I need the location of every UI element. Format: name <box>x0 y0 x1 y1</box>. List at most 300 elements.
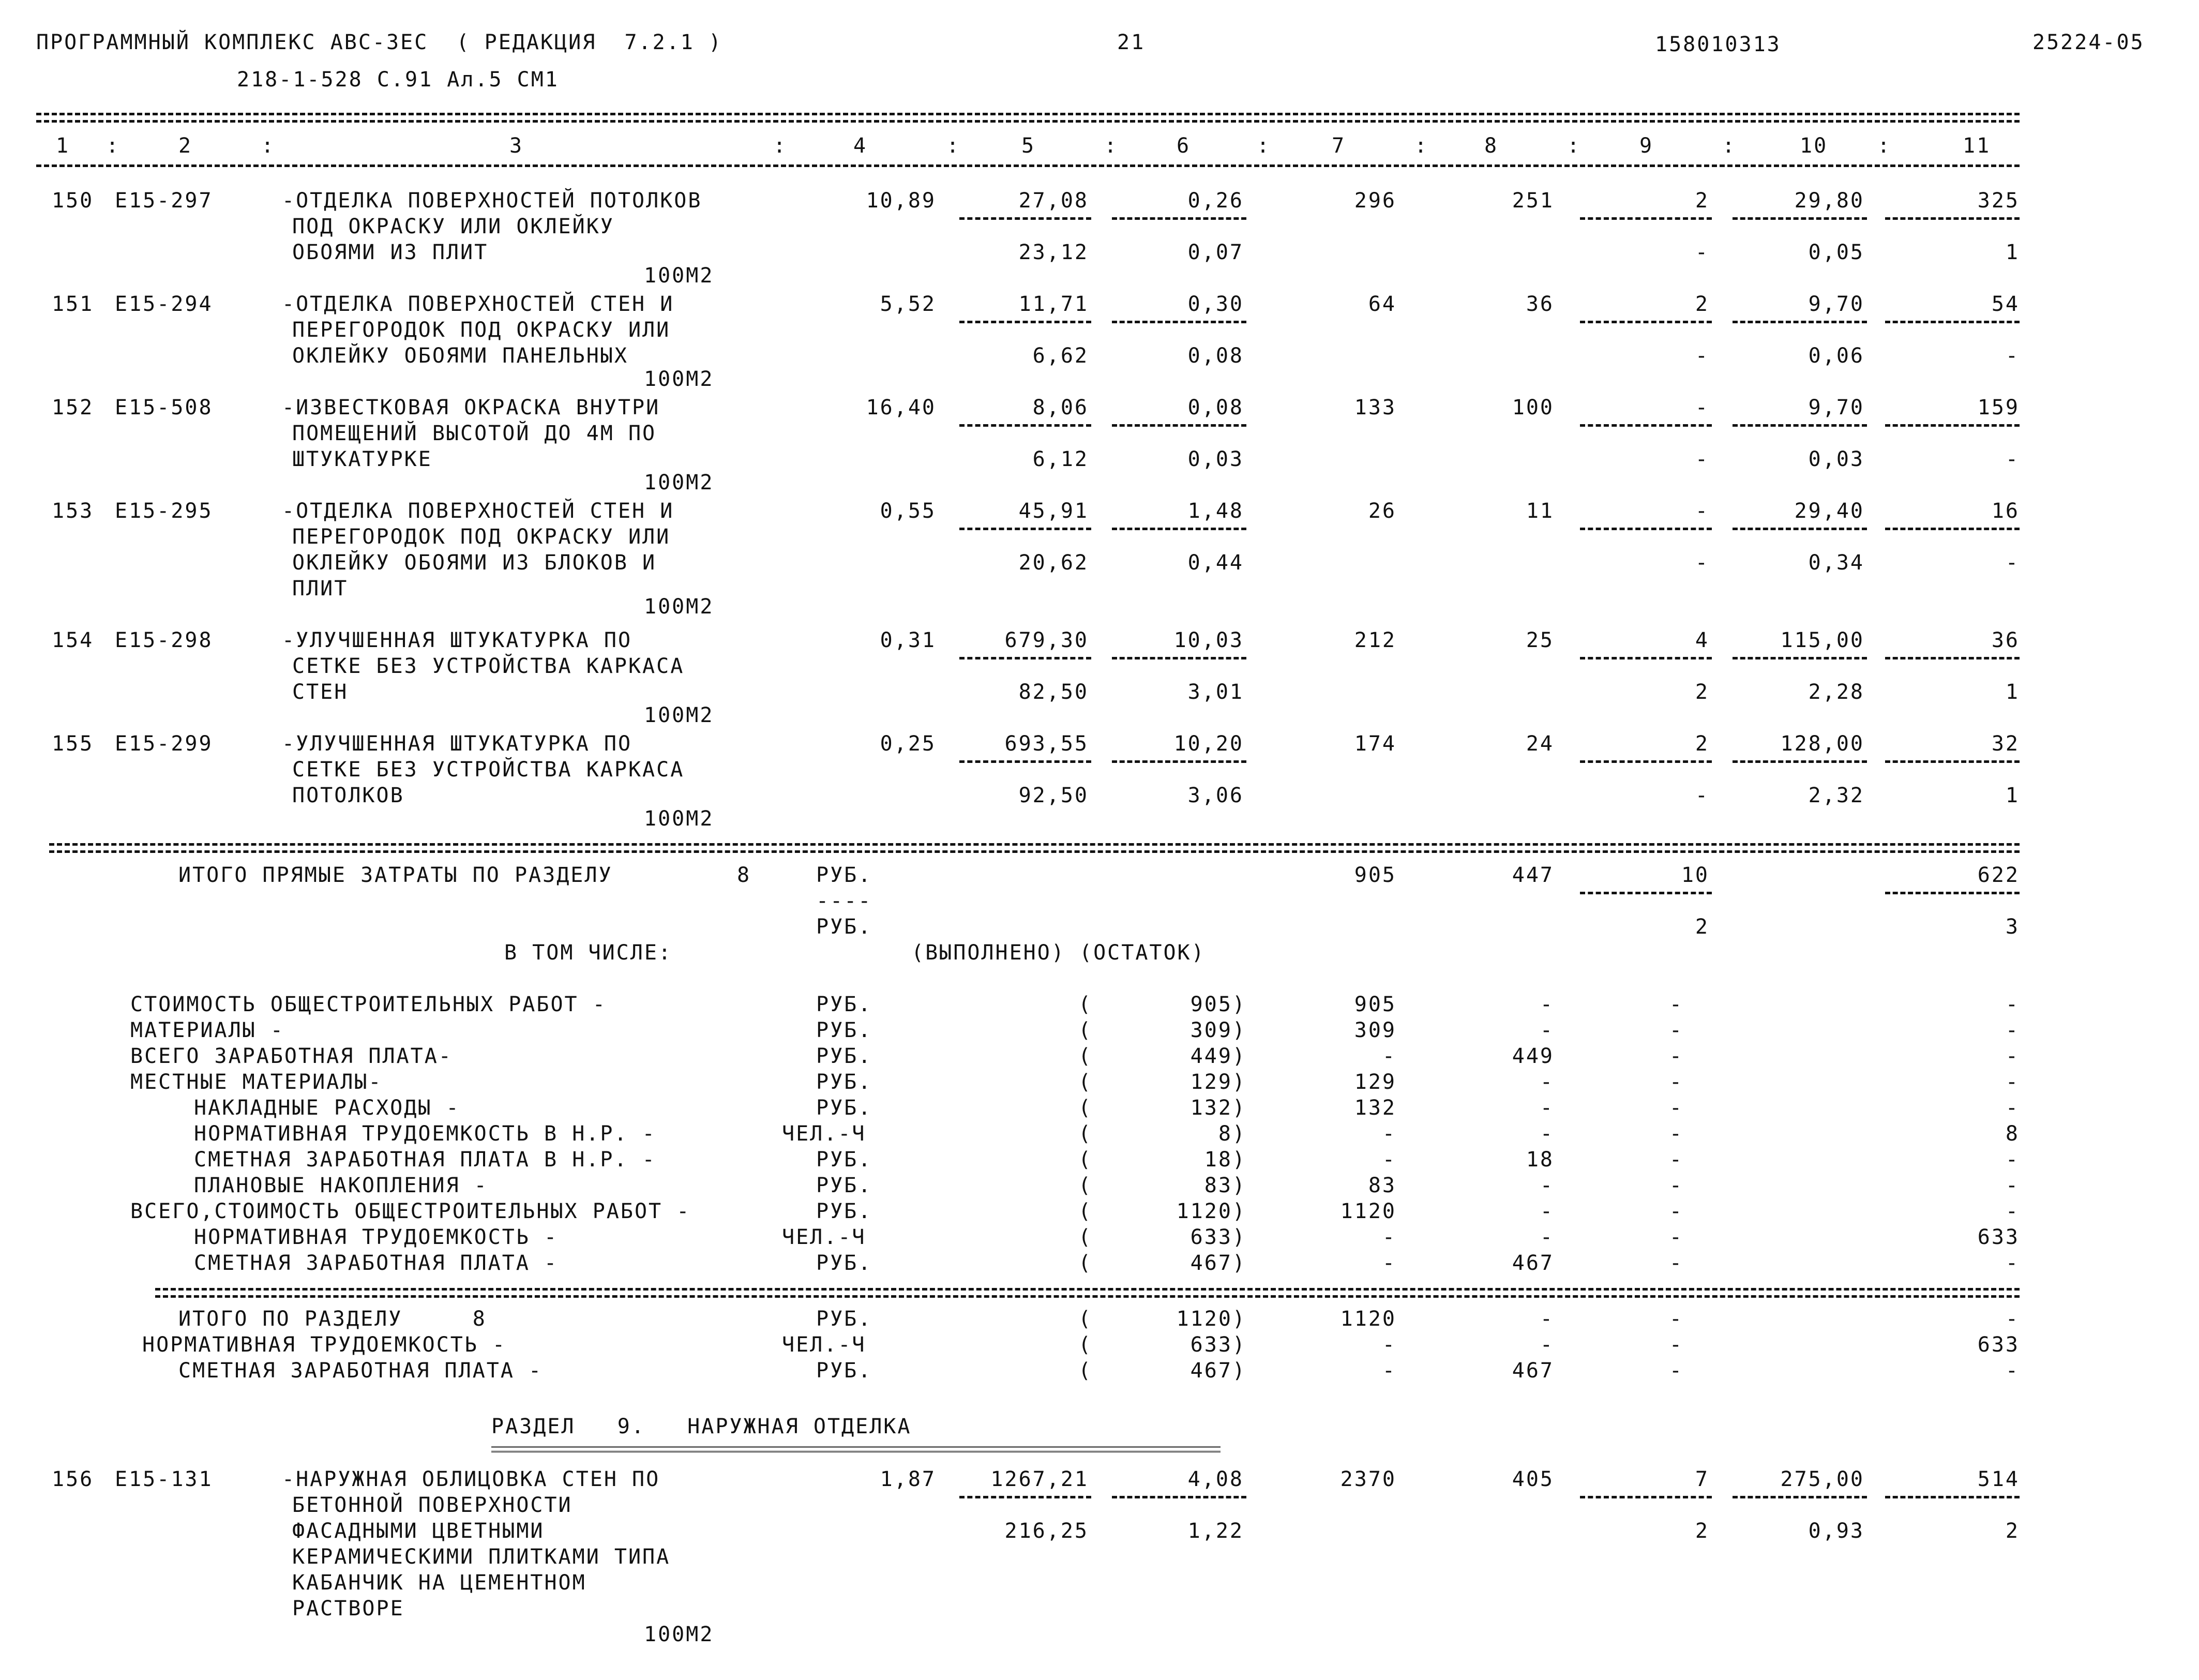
item-value-c7: 64 <box>1368 292 1396 316</box>
breakdown-label: МЕСТНЫЕ МАТЕРИАЛЫ- <box>130 1070 383 1094</box>
item-value-c6: 0,30 <box>1187 292 1244 316</box>
section-total-label: ИТОГО ПО РАЗДЕЛУ 8 <box>178 1307 487 1331</box>
breakdown-c9: - <box>1669 1148 1683 1172</box>
item-subrule <box>1112 217 1246 220</box>
item-value-c9: - <box>1695 396 1709 419</box>
section-total-c11: - <box>2005 1307 2020 1331</box>
item-value-c5: 11,71 <box>1018 292 1089 316</box>
item-value-c6b: 0,07 <box>1187 241 1244 264</box>
item-subrule <box>1885 657 2020 659</box>
breakdown-c8: - <box>1540 993 1554 1016</box>
item-description-line: -ИЗВЕСТКОВАЯ ОКРАСКА ВНУТРИ <box>282 396 660 419</box>
section-rule-2 <box>49 850 2020 853</box>
column-separator: : <box>946 134 961 158</box>
section-total-unit: ЧЕЛ.-Ч <box>782 1333 866 1357</box>
item-value-c6: 0,08 <box>1187 396 1244 419</box>
item-code: Е15-508 <box>115 396 213 419</box>
including-label: В ТОМ ЧИСЛЕ: <box>504 941 672 965</box>
paren-open: ( <box>1078 1148 1093 1172</box>
item-number: 152 <box>52 396 94 419</box>
item-number: 151 <box>52 292 94 316</box>
section-total-c7: 1120 <box>1340 1307 1396 1331</box>
item-description-line: СЕТКЕ БЕЗ УСТРОЙСТВА КАРКАСА <box>292 758 685 782</box>
item-value-c9b: 2 <box>1695 1519 1709 1543</box>
item-subrule <box>1580 657 1712 659</box>
breakdown-c8: 467 <box>1512 1251 1554 1275</box>
item-code: Е15-298 <box>115 628 213 652</box>
item-value-c11: 325 <box>1977 189 2020 213</box>
breakdown-c11: - <box>2005 993 2020 1016</box>
item-description-line: -ОТДЕЛКА ПОВЕРХНОСТЕЙ СТЕН И <box>282 292 674 316</box>
breakdown-value: 83) <box>1204 1174 1246 1197</box>
item-description-line: ОБОЯМИ ИЗ ПЛИТ <box>292 241 489 264</box>
breakdown-c8: - <box>1540 1122 1554 1146</box>
breakdown-c7: - <box>1382 1044 1396 1068</box>
item-value-c11: 54 <box>1991 292 2020 316</box>
total-value-c7: 905 <box>1354 863 1396 887</box>
breakdown-value: 18) <box>1204 1148 1246 1172</box>
item-value-c6: 4,08 <box>1187 1467 1244 1491</box>
item-subrule <box>1885 321 2020 323</box>
item-subrule <box>1112 657 1246 659</box>
item-value-c10: 9,70 <box>1808 292 1864 316</box>
section-total-c11: 633 <box>1977 1333 2020 1357</box>
item-subrule <box>1885 528 2020 530</box>
breakdown-value: 8) <box>1218 1122 1246 1146</box>
item-value-c5: 693,55 <box>1004 732 1089 756</box>
item-value-c6b: 0,44 <box>1187 551 1244 575</box>
item-value-c11: 32 <box>1991 732 2020 756</box>
breakdown-label: ВСЕГО,СТОИМОСТЬ ОБЩЕСТРОИТЕЛЬНЫХ РАБОТ - <box>130 1199 691 1223</box>
breakdown-c9: - <box>1669 1199 1683 1223</box>
item-number: 156 <box>52 1467 94 1491</box>
breakdown-c8: 18 <box>1526 1148 1554 1172</box>
breakdown-unit: ЧЕЛ.-Ч <box>782 1225 866 1249</box>
total-value-c9: 10 <box>1681 863 1709 887</box>
breakdown-unit: РУБ. <box>816 1251 872 1275</box>
item-value-c9: 2 <box>1695 292 1709 316</box>
item-description-line: КЕРАМИЧЕСКИМИ ПЛИТКАМИ ТИПА <box>292 1545 671 1569</box>
column-separator: : <box>106 134 121 158</box>
item-subrule <box>959 760 1091 763</box>
item-unit: 100М2 <box>644 807 714 831</box>
header-bottom-rule <box>36 164 2020 167</box>
breakdown-c7: 129 <box>1354 1070 1396 1094</box>
breakdown-value: 633) <box>1190 1225 1246 1249</box>
item-value-c8: 11 <box>1526 499 1554 523</box>
table-top-rule <box>36 113 2020 115</box>
column-number: 8 <box>1484 134 1499 158</box>
table-top-rule-2 <box>36 120 2020 123</box>
item-value-c10: 275,00 <box>1780 1467 1864 1491</box>
item-value-c5b: 20,62 <box>1018 551 1089 575</box>
item-value-c10: 9,70 <box>1808 396 1864 419</box>
section-total-c11: - <box>2005 1359 2020 1383</box>
item-subrule <box>1733 657 1867 659</box>
item-subrule <box>1733 424 1867 427</box>
item-subrule <box>1112 424 1246 427</box>
item-value-c9b: - <box>1695 241 1709 264</box>
item-description-line: ПОД ОКРАСКУ ИЛИ ОКЛЕЙКУ <box>292 215 614 238</box>
paren-open: ( <box>1078 993 1093 1016</box>
total-value-c9b: 2 <box>1695 915 1709 939</box>
column-number: 9 <box>1639 134 1654 158</box>
item-value-c11: 16 <box>1991 499 2020 523</box>
paren-open: ( <box>1078 1225 1093 1249</box>
item-subrule <box>1885 217 2020 220</box>
item-code: Е15-131 <box>115 1467 213 1491</box>
section-total-rule <box>155 1288 2020 1291</box>
item-value-c11: 514 <box>1977 1467 2020 1491</box>
section-total-c8: - <box>1540 1307 1554 1331</box>
item-subrule <box>1580 528 1712 530</box>
breakdown-c11: - <box>2005 1251 2020 1275</box>
breakdown-unit: РУБ. <box>816 1148 872 1172</box>
breakdown-c9: - <box>1669 1018 1683 1042</box>
item-value-c6b: 1,22 <box>1187 1519 1244 1543</box>
item-value-c10b: 0,34 <box>1808 551 1864 575</box>
breakdown-c11: - <box>2005 1174 2020 1197</box>
item-value-c9b: - <box>1695 344 1709 368</box>
paren-open: ( <box>1078 1070 1093 1094</box>
item-value-c11b: 2 <box>2005 1519 2020 1543</box>
paren-open: ( <box>1078 1333 1093 1357</box>
item-value-c7: 26 <box>1368 499 1396 523</box>
item-value-c4: 10,89 <box>866 189 936 213</box>
item-number: 153 <box>52 499 94 523</box>
breakdown-label: СМЕТНАЯ ЗАРАБОТНАЯ ПЛАТА В Н.Р. - <box>194 1148 656 1172</box>
document-code-2: 25224-05 <box>2032 31 2145 54</box>
item-value-c6: 10,03 <box>1173 628 1244 652</box>
breakdown-value: 1120) <box>1176 1199 1246 1223</box>
item-value-c5: 679,30 <box>1004 628 1089 652</box>
section-total-c8: - <box>1540 1333 1554 1357</box>
item-subrule <box>1733 528 1867 530</box>
breakdown-c8: - <box>1540 1096 1554 1120</box>
breakdown-unit: РУБ. <box>816 1174 872 1197</box>
item-subrule <box>1885 424 2020 427</box>
item-value-c6: 0,26 <box>1187 189 1244 213</box>
breakdown-c9: - <box>1669 1251 1683 1275</box>
section-total-unit: РУБ. <box>816 1307 872 1331</box>
section-title: РАЗДЕЛ 9. НАРУЖНАЯ ОТДЕЛКА <box>491 1415 912 1438</box>
item-description-line: -НАРУЖНАЯ ОБЛИЦОВКА СТЕН ПО <box>282 1467 660 1491</box>
breakdown-unit: ЧЕЛ.-Ч <box>782 1122 866 1146</box>
total-value-c11b: 3 <box>2005 915 2020 939</box>
item-value-c6: 10,20 <box>1173 732 1244 756</box>
item-value-c8: 25 <box>1526 628 1554 652</box>
section-total-c9: - <box>1669 1359 1683 1383</box>
item-value-c11b: 1 <box>2005 680 2020 704</box>
item-subrule <box>1885 760 2020 763</box>
total-value-c8: 447 <box>1512 863 1554 887</box>
item-subrule <box>1733 321 1867 323</box>
item-unit: 100М2 <box>644 595 714 619</box>
item-description-line: -ОТДЕЛКА ПОВЕРХНОСТЕЙ ПОТОЛКОВ <box>282 189 702 213</box>
column-number: 1 <box>56 134 70 158</box>
item-value-c7: 174 <box>1354 732 1396 756</box>
breakdown-c7: - <box>1382 1225 1396 1249</box>
section-total-c7: - <box>1382 1359 1396 1383</box>
paren-open: ( <box>1078 1199 1093 1223</box>
item-value-c10b: 2,32 <box>1808 784 1864 807</box>
item-subrule <box>959 321 1091 323</box>
item-value-c5b: 6,62 <box>1032 344 1089 368</box>
item-unit: 100М2 <box>644 367 714 391</box>
paren-open: ( <box>1078 1018 1093 1042</box>
item-description-line: -ОТДЕЛКА ПОВЕРХНОСТЕЙ СТЕН И <box>282 499 674 523</box>
column-separator: : <box>1104 134 1119 158</box>
item-value-c7: 212 <box>1354 628 1396 652</box>
breakdown-c11: - <box>2005 1018 2020 1042</box>
item-subrule <box>1733 760 1867 763</box>
item-value-c11: 36 <box>1991 628 2020 652</box>
section-total-c8: 467 <box>1512 1359 1554 1383</box>
item-description-line: -УЛУЧШЕННАЯ ШТУКАТУРКА ПО <box>282 732 632 756</box>
paren-open: ( <box>1078 1096 1093 1120</box>
breakdown-c9: - <box>1669 1044 1683 1068</box>
item-value-c8: 24 <box>1526 732 1554 756</box>
breakdown-c8: - <box>1540 1018 1554 1042</box>
item-value-c11b: 1 <box>2005 784 2020 807</box>
breakdown-label: МАТЕРИАЛЫ - <box>130 1018 284 1042</box>
section-total-rule-2 <box>155 1295 2020 1298</box>
item-description-line: -УЛУЧШЕННАЯ ШТУКАТУРКА ПО <box>282 628 632 652</box>
breakdown-c7: 132 <box>1354 1096 1396 1120</box>
item-description-line: ФАСАДНЫМИ ЦВЕТНЫМИ <box>292 1519 545 1543</box>
item-value-c6b: 3,06 <box>1187 784 1244 807</box>
breakdown-c8: - <box>1540 1199 1554 1223</box>
item-value-c5: 1267,21 <box>990 1467 1089 1491</box>
item-value-c9b: - <box>1695 447 1709 471</box>
breakdown-unit: РУБ. <box>816 1044 872 1068</box>
breakdown-c11: - <box>2005 1070 2020 1094</box>
item-subrule <box>1580 424 1712 427</box>
breakdown-value: 129) <box>1190 1070 1246 1094</box>
section-total-label: СМЕТНАЯ ЗАРАБОТНАЯ ПЛАТА - <box>178 1359 543 1383</box>
document-subtitle: 218-1-528 С.91 Ал.5 СМ1 <box>237 68 559 92</box>
item-subrule <box>1733 217 1867 220</box>
column-number: 4 <box>853 134 868 158</box>
section-title-underline <box>491 1446 1221 1452</box>
breakdown-label: СМЕТНАЯ ЗАРАБОТНАЯ ПЛАТА - <box>194 1251 559 1275</box>
item-description-line: СЕТКЕ БЕЗ УСТРОЙСТВА КАРКАСА <box>292 654 685 678</box>
item-description-line: ОКЛЕЙКУ ОБОЯМИ ПАНЕЛЬНЫХ <box>292 344 628 368</box>
breakdown-c7: 309 <box>1354 1018 1396 1042</box>
paren-open: ( <box>1078 1359 1093 1383</box>
paren-open: ( <box>1078 1044 1093 1068</box>
column-separator: : <box>1567 134 1582 158</box>
breakdown-unit: РУБ. <box>816 1018 872 1042</box>
column-separator: : <box>1877 134 1892 158</box>
item-number: 154 <box>52 628 94 652</box>
breakdown-c9: - <box>1669 1070 1683 1094</box>
item-description-line: ПЕРЕГОРОДОК ПОД ОКРАСКУ ИЛИ <box>292 525 671 549</box>
breakdown-unit: РУБ. <box>816 1096 872 1120</box>
item-value-c4: 16,40 <box>866 396 936 419</box>
total-unit: РУБ. <box>816 863 872 887</box>
item-code: Е15-299 <box>115 732 213 756</box>
breakdown-c7: 83 <box>1368 1174 1396 1197</box>
item-value-c4: 0,55 <box>880 499 936 523</box>
item-code: Е15-295 <box>115 499 213 523</box>
item-description-line: ШТУКАТУРКЕ <box>292 447 432 471</box>
document-code: 158010313 <box>1655 33 1781 56</box>
item-unit: 100М2 <box>644 1623 714 1646</box>
item-subrule <box>1580 217 1712 220</box>
item-value-c8: 100 <box>1512 396 1554 419</box>
item-value-c9b: - <box>1695 551 1709 575</box>
item-subrule <box>1733 1496 1867 1498</box>
total-section-number: 8 <box>737 863 751 887</box>
item-value-c9: 4 <box>1695 628 1709 652</box>
item-subrule <box>1580 321 1712 323</box>
section-total-value: 633) <box>1190 1333 1246 1357</box>
column-number: 5 <box>1021 134 1036 158</box>
item-value-c10b: 0,93 <box>1808 1519 1864 1543</box>
breakdown-c9: - <box>1669 1122 1683 1146</box>
item-unit: 100М2 <box>644 264 714 288</box>
section-total-c9: - <box>1669 1307 1683 1331</box>
column-separator: : <box>1257 134 1271 158</box>
breakdown-c8: - <box>1540 1225 1554 1249</box>
item-value-c5b: 6,12 <box>1032 447 1089 471</box>
item-value-c10: 29,40 <box>1794 499 1864 523</box>
item-value-c11b: - <box>2005 447 2020 471</box>
item-value-c5: 45,91 <box>1018 499 1089 523</box>
breakdown-value: 467) <box>1190 1251 1246 1275</box>
section-total-c7: - <box>1382 1333 1396 1357</box>
total-value-c11: 622 <box>1977 863 2020 887</box>
item-value-c7: 296 <box>1354 189 1396 213</box>
including-columns: (ВЫПОЛНЕНО) (ОСТАТОК) <box>911 941 1206 965</box>
breakdown-c11: - <box>2005 1199 2020 1223</box>
item-value-c8: 405 <box>1512 1467 1554 1491</box>
breakdown-c11: - <box>2005 1044 2020 1068</box>
item-description-line: ОКЛЕЙКУ ОБОЯМИ ИЗ БЛОКОВ И <box>292 551 657 575</box>
item-subrule <box>1580 760 1712 763</box>
item-value-c5: 8,06 <box>1032 396 1089 419</box>
item-value-c6b: 0,08 <box>1187 344 1244 368</box>
column-separator: : <box>773 134 788 158</box>
item-subrule <box>959 528 1091 530</box>
breakdown-c9: - <box>1669 1225 1683 1249</box>
item-number: 150 <box>52 189 94 213</box>
item-value-c11b: - <box>2005 551 2020 575</box>
item-subrule <box>1112 1496 1246 1498</box>
item-unit: 100М2 <box>644 703 714 727</box>
breakdown-label: НАКЛАДНЫЕ РАСХОДЫ - <box>194 1096 460 1120</box>
paren-open: ( <box>1078 1122 1093 1146</box>
item-subrule <box>1112 760 1246 763</box>
breakdown-c9: - <box>1669 1174 1683 1197</box>
item-subrule <box>1112 321 1246 323</box>
item-number: 155 <box>52 732 94 756</box>
column-number: 10 <box>1800 134 1828 158</box>
breakdown-label: СТОИМОСТЬ ОБЩЕСТРОИТЕЛЬНЫХ РАБОТ - <box>130 993 607 1016</box>
item-code: Е15-297 <box>115 189 213 213</box>
breakdown-value: 905) <box>1190 993 1246 1016</box>
item-subrule <box>959 217 1091 220</box>
breakdown-c7: 1120 <box>1340 1199 1396 1223</box>
item-unit: 100М2 <box>644 471 714 494</box>
item-value-c4: 0,31 <box>880 628 936 652</box>
total-unit-2: РУБ. <box>816 915 872 939</box>
column-separator: : <box>261 134 276 158</box>
item-value-c10: 29,80 <box>1794 189 1864 213</box>
item-value-c6b: 3,01 <box>1187 680 1244 704</box>
item-value-c8: 251 <box>1512 189 1554 213</box>
item-subrule <box>1580 1496 1712 1498</box>
item-value-c10b: 0,06 <box>1808 344 1864 368</box>
item-value-c9: 2 <box>1695 732 1709 756</box>
item-value-c5b: 216,25 <box>1004 1519 1089 1543</box>
item-value-c9b: 2 <box>1695 680 1709 704</box>
section-total-unit: РУБ. <box>816 1359 872 1383</box>
item-subrule <box>959 1496 1091 1498</box>
section-rule <box>49 843 2020 846</box>
item-description-line: ПЕРЕГОРОДОК ПОД ОКРАСКУ ИЛИ <box>292 318 671 342</box>
item-subrule <box>1885 1496 2020 1498</box>
item-value-c5: 27,08 <box>1018 189 1089 213</box>
item-value-c10: 128,00 <box>1780 732 1864 756</box>
breakdown-c8: - <box>1540 1070 1554 1094</box>
item-value-c10b: 0,03 <box>1808 447 1864 471</box>
item-value-c6: 1,48 <box>1187 499 1244 523</box>
item-description-line: КАБАНЧИК НА ЦЕМЕНТНОМ <box>292 1571 586 1595</box>
item-description-line: ПЛИТ <box>292 577 349 601</box>
item-value-c4: 1,87 <box>880 1467 936 1491</box>
paren-open: ( <box>1078 1251 1093 1275</box>
breakdown-label: ПЛАНОВЫЕ НАКОПЛЕНИЯ - <box>194 1174 488 1197</box>
section-total-label: НОРМАТИВНАЯ ТРУДОЕМКОСТЬ - <box>142 1333 507 1357</box>
column-number: 3 <box>509 134 524 158</box>
item-value-c7: 133 <box>1354 396 1396 419</box>
breakdown-value: 309) <box>1190 1018 1246 1042</box>
item-value-c11: 159 <box>1977 396 2020 419</box>
breakdown-unit: РУБ. <box>816 1070 872 1094</box>
item-subrule <box>1112 528 1246 530</box>
item-value-c11b: - <box>2005 344 2020 368</box>
column-separator: : <box>1722 134 1737 158</box>
column-number: 6 <box>1177 134 1191 158</box>
page-number: 21 <box>1117 31 1146 54</box>
breakdown-c9: - <box>1669 1096 1683 1120</box>
item-value-c4: 0,25 <box>880 732 936 756</box>
item-description-line: ПОМЕЩЕНИЙ ВЫСОТОЙ ДО 4М ПО <box>292 422 657 445</box>
breakdown-label: НОРМАТИВНАЯ ТРУДОЕМКОСТЬ В Н.Р. - <box>194 1122 656 1146</box>
column-number: 2 <box>178 134 193 158</box>
breakdown-unit: РУБ. <box>816 993 872 1016</box>
item-value-c9: 2 <box>1695 189 1709 213</box>
breakdown-c8: - <box>1540 1174 1554 1197</box>
breakdown-c8: 449 <box>1512 1044 1554 1068</box>
item-description-line: ПОТОЛКОВ <box>292 784 404 807</box>
item-value-c7: 2370 <box>1340 1467 1396 1491</box>
item-value-c10: 115,00 <box>1780 628 1864 652</box>
item-value-c5b: 92,50 <box>1018 784 1089 807</box>
item-value-c8: 36 <box>1526 292 1554 316</box>
item-description-line: РАСТВОРЕ <box>292 1597 404 1621</box>
total-label: ИТОГО ПРЯМЫЕ ЗАТРАТЫ ПО РАЗДЕЛУ <box>178 863 613 887</box>
section-total-c9: - <box>1669 1333 1683 1357</box>
item-value-c11b: 1 <box>2005 241 2020 264</box>
breakdown-c7: - <box>1382 1251 1396 1275</box>
item-value-c6b: 0,03 <box>1187 447 1244 471</box>
column-number: 7 <box>1332 134 1346 158</box>
breakdown-c7: - <box>1382 1148 1396 1172</box>
breakdown-label: ВСЕГО ЗАРАБОТНАЯ ПЛАТА- <box>130 1044 453 1068</box>
